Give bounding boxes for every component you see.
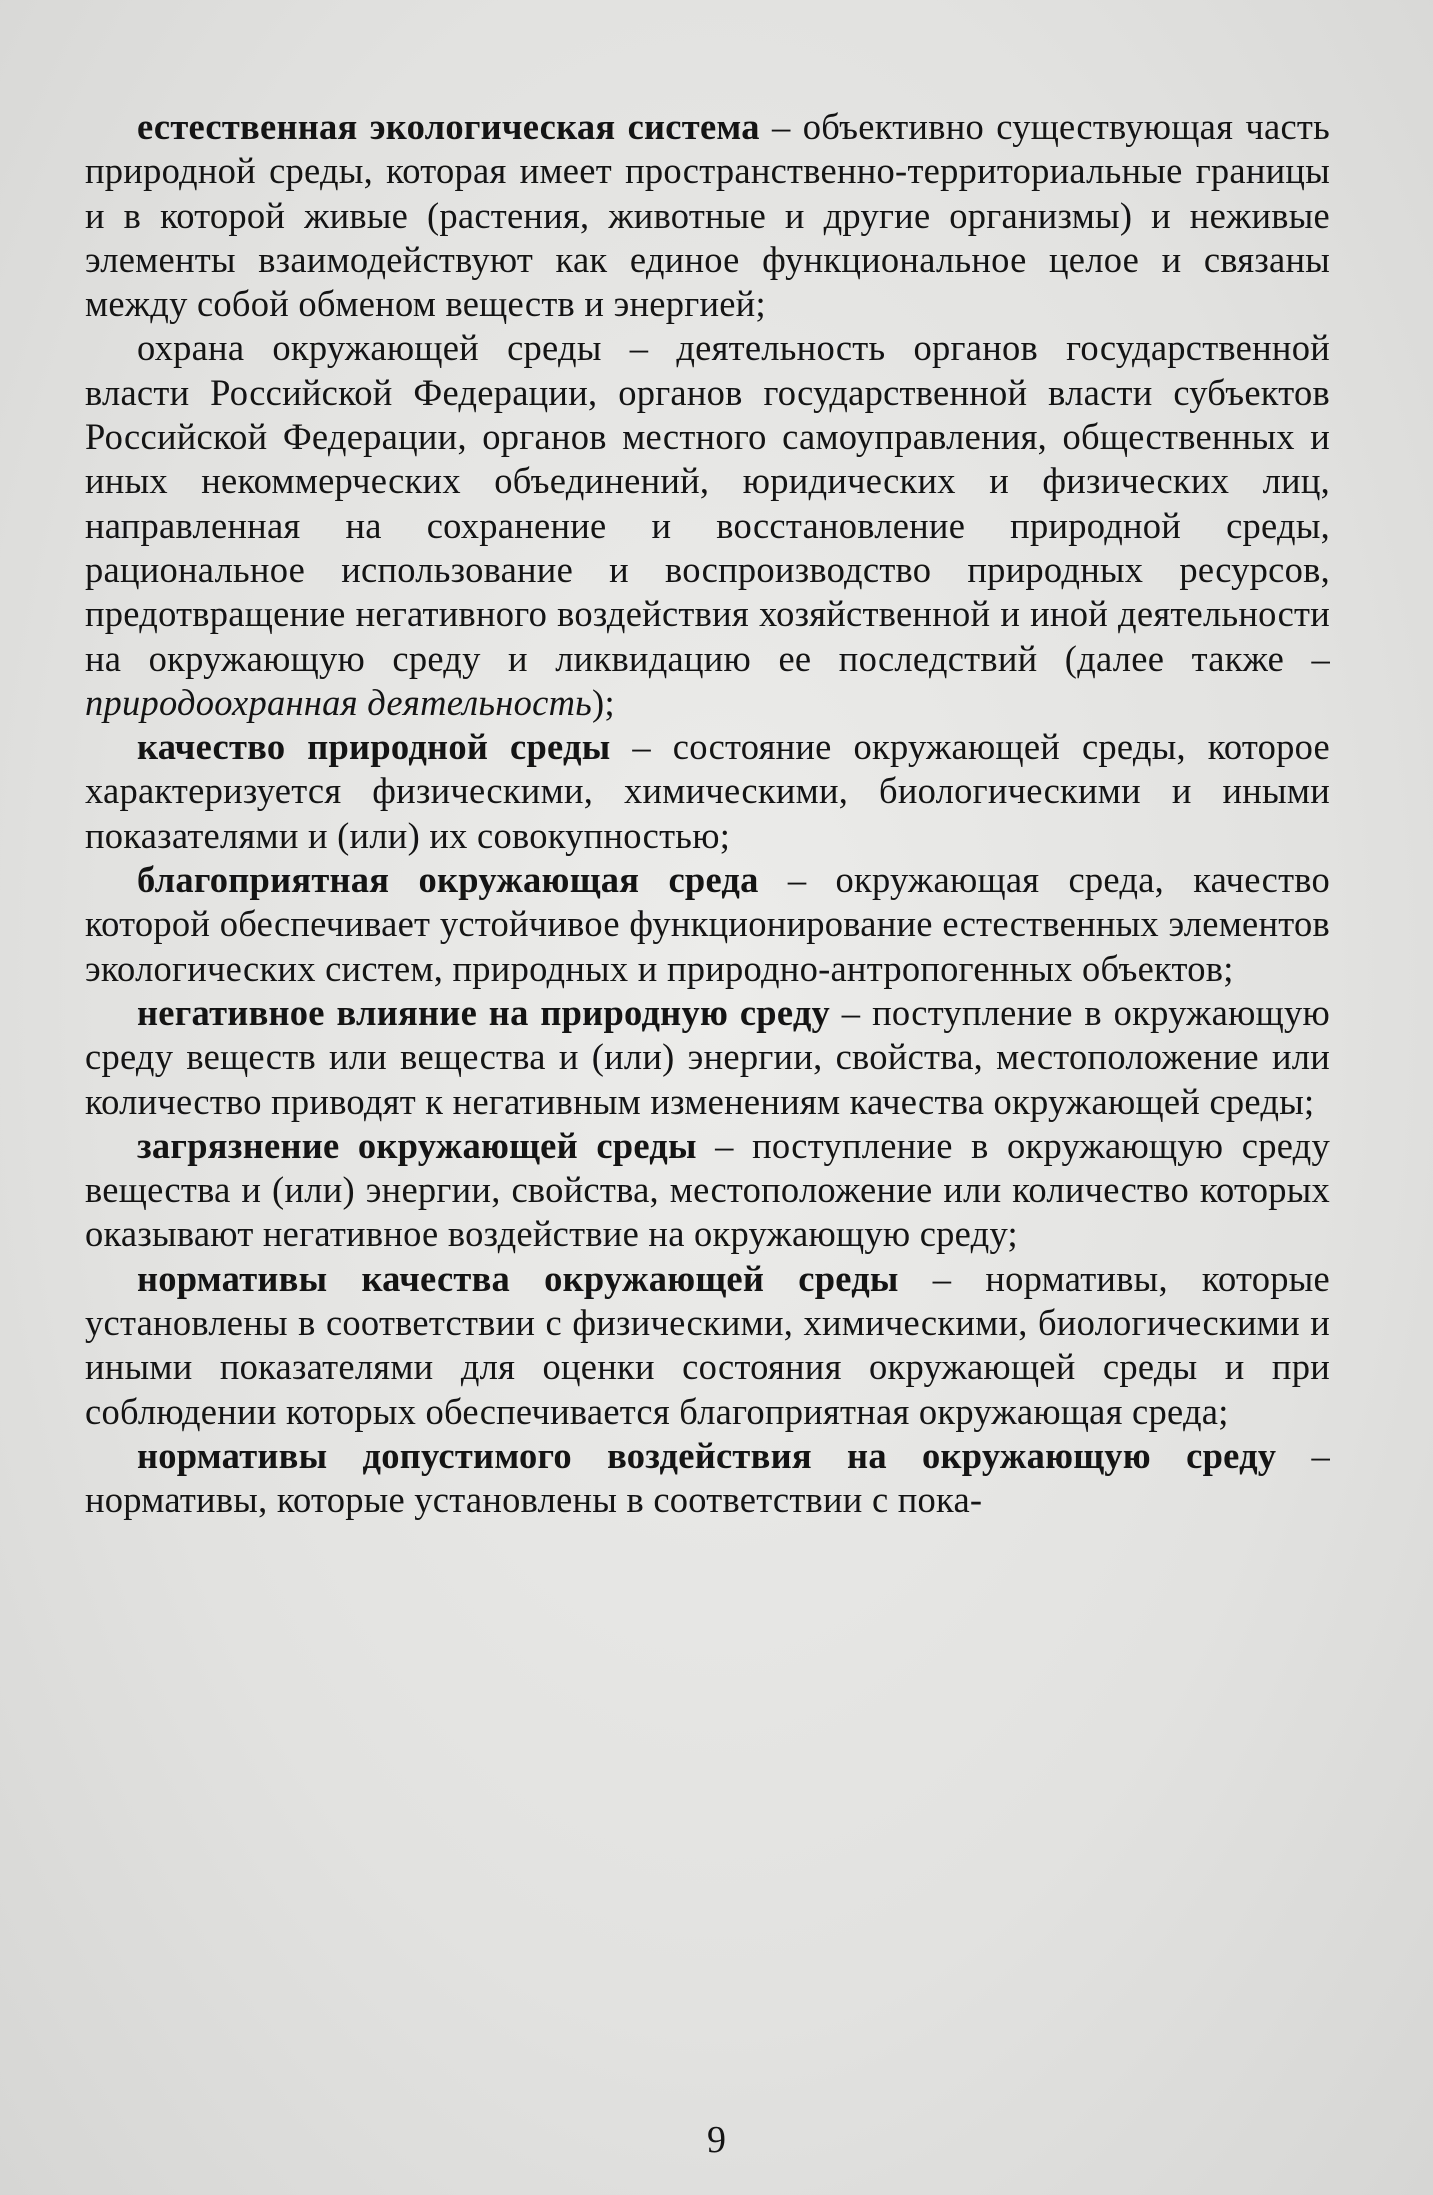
term: благоприятная окружающая среда [137,859,759,901]
definition: – нормативы, которые установлены в соответствии с физическими, химическими, биологическими и иными показателями для оценки состояния окружающей среды и при соблюдении которых обеспечивается благоприятная окружающая среда; [85,1257,1331,1432]
definition: – состояние окружающей среды, которое характеризуется физическими, химическими, биологическими и иными показателями и (или) их совокупностью; [85,726,1331,856]
term: нормативы допустимого воздействия на окружающую среду [137,1434,1277,1476]
paragraph-favorable-environment [85,858,1330,991]
paragraph-environmental-protection [85,326,1330,725]
term: негативное влияние на природную среду [137,991,831,1033]
definition: охрана окружающей среды – деятельность органов государственной власти Российской Федерации, органов государственной власти субъектов Российской Федерации, органов местного самоуправления, общественных и иных некоммерческих объединений, юридических и физических лиц, направленная на сохранение и восстановление природной среды, рациональное использование и воспроизводство природных ресурсов, предотвращение негативного воздействия хозяйственной и иной деятельности на окружающую среду и ликвидацию ее последствий (далее также – [85,327,1330,679]
paragraph-pollution [85,1124,1330,1257]
definition: – поступление в окружающую среду вещества и (или) энергии, свойства, местоположение или количество которых оказывают негативное воздействие на окружающую среду; [85,1124,1330,1255]
term: качество природной среды [137,726,611,768]
paragraph-impact-standards [85,1434,1330,1523]
definition: – нормативы, которые установлены в соответствии с пока- [85,1434,1330,1521]
term: естественная экологическая система [137,106,760,147]
italic-term: природоохранная деятельность [85,681,593,723]
page-number: 9 [707,2119,726,2161]
definition-tail: ); [592,681,615,723]
definition: – объективно существующая часть природной среды, которая имеет пространственно-территориальные границы и в которой живые (растения, животные и другие организмы) и неживые элементы взаимодействуют как единое функциональное целое и связаны между собой обменом веществ и энергией; [85,106,1331,325]
definitions-text [85,105,1330,1523]
paragraph-natural-ecosystem [85,105,1330,326]
paragraph-negative-influence [85,991,1330,1124]
term: нормативы качества окружающей среды [137,1257,899,1299]
paragraph-quality-natural-environment [85,725,1330,858]
definition: – поступление в окружающую среду веществ или вещества и (или) энергии, свойства, местоположение или количество приводят к негативным изменениям качества окружающей среды; [85,991,1330,1122]
term: загрязнение окружающей среды [137,1124,697,1166]
paragraph-quality-standards [85,1257,1330,1434]
definition: – окружающая среда, качество которой обеспечивает устойчивое функционирование естественных элементов экологических систем, природных и природно-антропогенных объектов; [85,859,1330,989]
